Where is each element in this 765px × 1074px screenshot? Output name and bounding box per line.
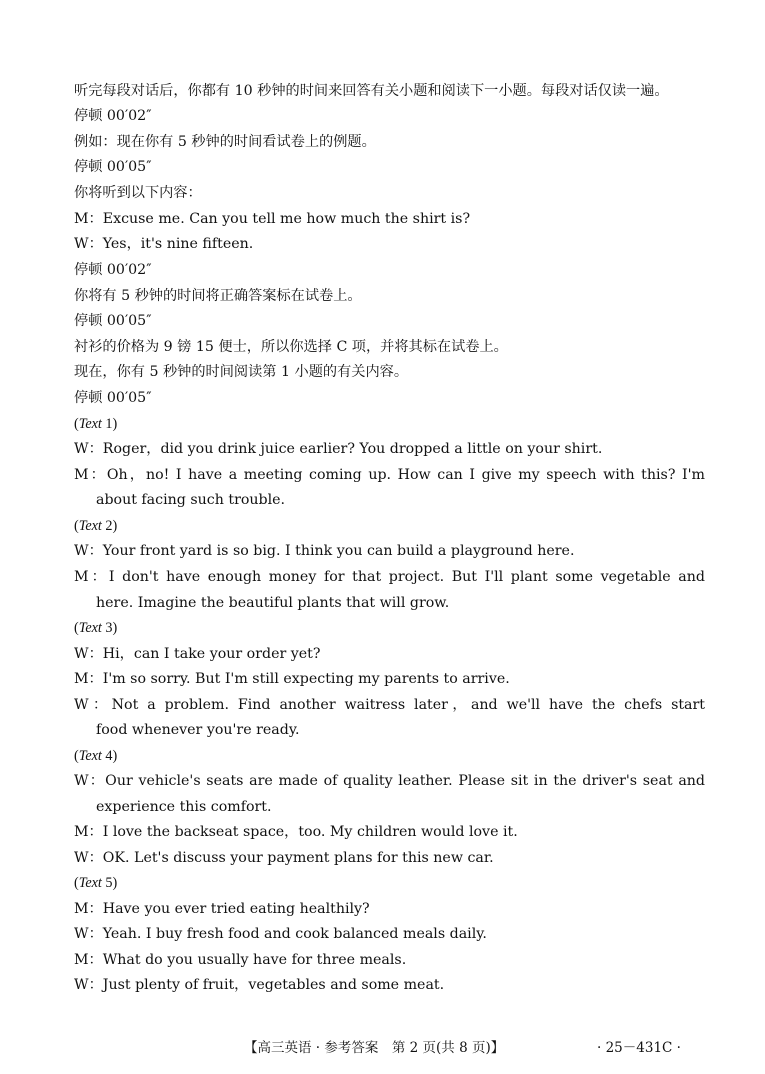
dialogue-line: W：Our vehicle's seats are made of quality leather. Please sit in the driver's seat and	[74, 773, 705, 789]
text-number: 3	[105, 620, 113, 636]
text-heading-2: (Text 2)	[74, 518, 118, 534]
text-label: Text	[78, 416, 102, 432]
dialogue-line: M：Excuse me. Can you tell me how much the shirt is?	[74, 211, 471, 227]
instruction-line: 听完每段对话后，你都有 10 秒钟的时间来回答有关小题和阅读下一小题。每段对话仅读一遍。	[74, 83, 669, 99]
pause-line: 停顿 00′02″	[74, 262, 152, 278]
text-number: 2	[105, 518, 113, 534]
text-heading-4: (Text 4)	[74, 748, 118, 764]
dialogue-line: M：I'm so sorry. But I'm still expecting my parents to arrive.	[74, 671, 510, 687]
dialogue-line: W：Roger，did you drink juice earlier? You dropped a little on your shirt.	[74, 441, 603, 457]
dialogue-continuation: here. Imagine the beautiful plants that will grow.	[96, 595, 450, 611]
instruction-line: 你将听到以下内容：	[74, 185, 202, 201]
dialogue-line: W：OK. Let's discuss your payment plans for this new car.	[74, 850, 494, 866]
pause-line: 停顿 00′05″	[74, 159, 152, 175]
pause-line: 停顿 00′05″	[74, 390, 152, 406]
dialogue-line: W：Yes，it's nine fifteen.	[74, 236, 254, 252]
dialogue-line: W：Yeah. I buy fresh food and cook balanced meals daily.	[74, 926, 487, 942]
instruction-line: 例如：现在你有 5 秒钟的时间看试卷上的例题。	[74, 134, 376, 150]
footer-page-label: 【高三英语 · 参考答案 第 2 页(共 8 页)】	[244, 1040, 505, 1056]
instruction-line: 现在，你有 5 秒钟的时间阅读第 1 小题的有关内容。	[74, 364, 409, 380]
text-number: 4	[105, 748, 113, 764]
instruction-line: 你将有 5 秒钟的时间将正确答案标在试卷上。	[74, 288, 362, 304]
dialogue-line: M：Oh，no! I have a meeting coming up. How can I give my speech with this? I'm	[74, 467, 705, 483]
dialogue-line: W：Not a problem. Find another waitress later，and we'll have the chefs start	[74, 697, 705, 713]
text-heading-5: (Text 5)	[74, 875, 118, 891]
text-heading-3: (Text 3)	[74, 620, 118, 636]
page-footer	[0, 1036, 765, 1056]
text-label: Text	[78, 875, 102, 891]
text-label: Text	[78, 748, 102, 764]
pause-line: 停顿 00′05″	[74, 313, 152, 329]
instruction-line: 衬衫的价格为 9 镑 15 便士，所以你选择 C 项，并将其标在试卷上。	[74, 339, 508, 355]
pause-line: 停顿 00′02″	[74, 108, 152, 124]
text-label: Text	[78, 620, 102, 636]
text-label: Text	[78, 518, 102, 534]
dialogue-line: W：Your front yard is so big. I think you can build a playground here.	[74, 543, 575, 559]
dialogue-continuation: experience this comfort.	[96, 799, 272, 815]
text-number: 1	[105, 416, 113, 432]
dialogue-line: M：What do you usually have for three meals.	[74, 952, 407, 968]
dialogue-line: W：Hi，can I take your order yet?	[74, 646, 321, 662]
dialogue-continuation: food whenever you're ready.	[96, 722, 300, 738]
footer-exam-code: · 25－431C ·	[597, 1040, 681, 1056]
dialogue-line: W：Just plenty of fruit，vegetables and some meat.	[74, 977, 445, 993]
dialogue-line: M：Have you ever tried eating healthily?	[74, 901, 370, 917]
dialogue-line: M：I don't have enough money for that project. But I'll plant some vegetable and	[74, 569, 705, 585]
text-heading-1: (Text 1)	[74, 416, 118, 432]
dialogue-continuation: about facing such trouble.	[96, 492, 286, 508]
text-number: 5	[105, 875, 113, 891]
dialogue-line: M：I love the backseat space，too. My children would love it.	[74, 824, 518, 840]
